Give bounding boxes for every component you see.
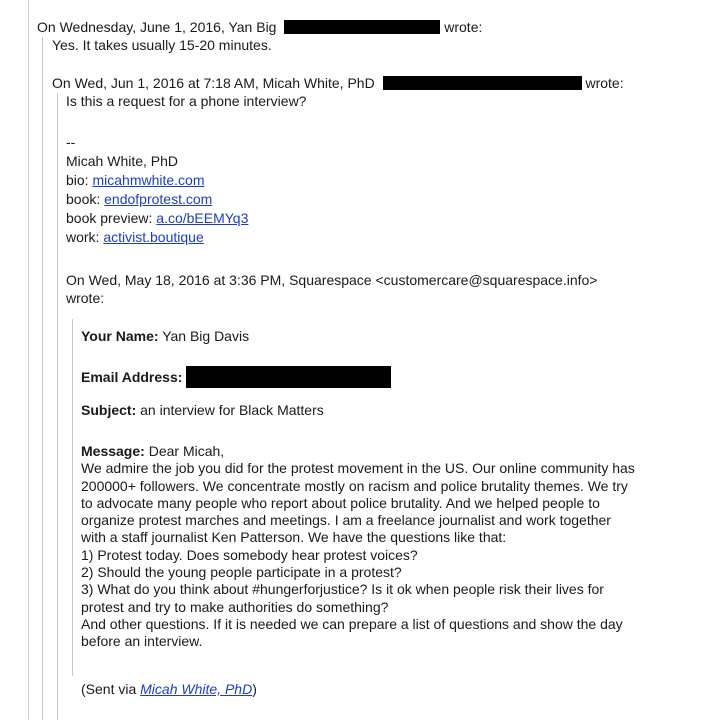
message-label: Message: <box>81 443 145 459</box>
signature-bio <box>66 172 205 189</box>
quote-bar-level3 <box>72 319 73 676</box>
header-wrote: wrote: <box>585 75 624 91</box>
bio-link[interactable]: micahmwhite.com <box>92 172 205 188</box>
book-preview-link[interactable]: a.co/bEEMYq3 <box>156 210 249 226</box>
sent-via-link[interactable]: Micah White, PhD <box>140 681 253 697</box>
subject-label: Subject: <box>81 402 137 418</box>
signature-work <box>66 229 204 246</box>
message-line: before an interview. <box>81 633 203 650</box>
reply-header-level3-line2: wrote: <box>66 290 105 306</box>
signature-name: Micah White, PhD <box>66 153 179 169</box>
signature-book <box>66 191 212 208</box>
outer-quote-bar <box>28 0 29 720</box>
redacted-email <box>284 20 440 34</box>
email-label: Email Address: <box>81 369 183 385</box>
redacted-email <box>186 366 391 388</box>
message-line: 200000+ followers. We concentrate mostly on racism and police brutality themes. We try <box>81 477 628 494</box>
form-field-subject <box>81 402 324 419</box>
header-text: On Wed, Jun 1, 2016 at 7:18 AM, Micah White, PhD <box>52 75 375 91</box>
work-link[interactable]: activist.boutique <box>103 229 204 245</box>
reply-header-level3-line1: On Wed, May 18, 2016 at 3:36 PM, Squarespace <customercare@squarespace.info> <box>66 272 598 288</box>
message-greeting: Dear Micah, <box>148 443 225 459</box>
reply-body-level1: Yes. It takes usually 15-20 minutes. <box>52 37 272 53</box>
sent-via-prefix: (Sent via <box>81 681 141 697</box>
message-line: We admire the job you did for the protest movement in the US. Our online community has <box>81 460 635 477</box>
message-line: organize protest marches and meetings. I am a freelance journalist and work together <box>81 512 611 529</box>
message-line: And other questions. If it is needed we can prepare a list of questions and show the day <box>81 615 623 632</box>
message-line: 1) Protest today. Does somebody hear protest voices? <box>81 546 418 563</box>
form-field-name <box>81 328 249 345</box>
sent-via <box>81 681 257 698</box>
message-line: to advocate many people who report about police brutality. And we helped people to <box>81 494 600 511</box>
form-field-email <box>81 366 391 388</box>
signature-separator: -- <box>66 134 76 150</box>
sent-via-suffix: ) <box>252 681 257 697</box>
message-first-line <box>81 443 681 460</box>
book-label: book: <box>66 191 101 207</box>
name-value: Yan Big Davis <box>162 328 250 344</box>
reply-body-level2: Is this a request for a phone interview? <box>66 93 307 109</box>
message-line: 2) Should the young people participate in a protest? <box>81 564 402 581</box>
bio-label: bio: <box>66 172 89 188</box>
subject-value: an interview for Black Matters <box>140 402 324 418</box>
reply-header-level2 <box>52 75 624 92</box>
signature-book-preview <box>66 210 248 227</box>
redacted-email <box>383 76 582 90</box>
message-line: 3) What do you think about #hungerforjustice? Is it ok when people risk their lives for <box>81 581 604 598</box>
header-text: On Wednesday, June 1, 2016, Yan Big <box>37 19 277 35</box>
form-field-message <box>81 443 681 651</box>
message-line: protest and try to make authorities do something? <box>81 598 389 615</box>
name-label: Your Name: <box>81 328 159 344</box>
header-wrote: wrote: <box>444 19 483 35</box>
reply-header-level1 <box>37 19 482 36</box>
book-link[interactable]: endofprotest.com <box>104 191 213 207</box>
work-label: work: <box>66 229 100 245</box>
message-line: with a staff journalist Ken Patterson. We have the questions like that: <box>81 529 507 546</box>
quote-bar-level2 <box>57 93 58 720</box>
book-preview-label: book preview: <box>66 210 153 226</box>
quote-bar-level1 <box>42 37 43 720</box>
